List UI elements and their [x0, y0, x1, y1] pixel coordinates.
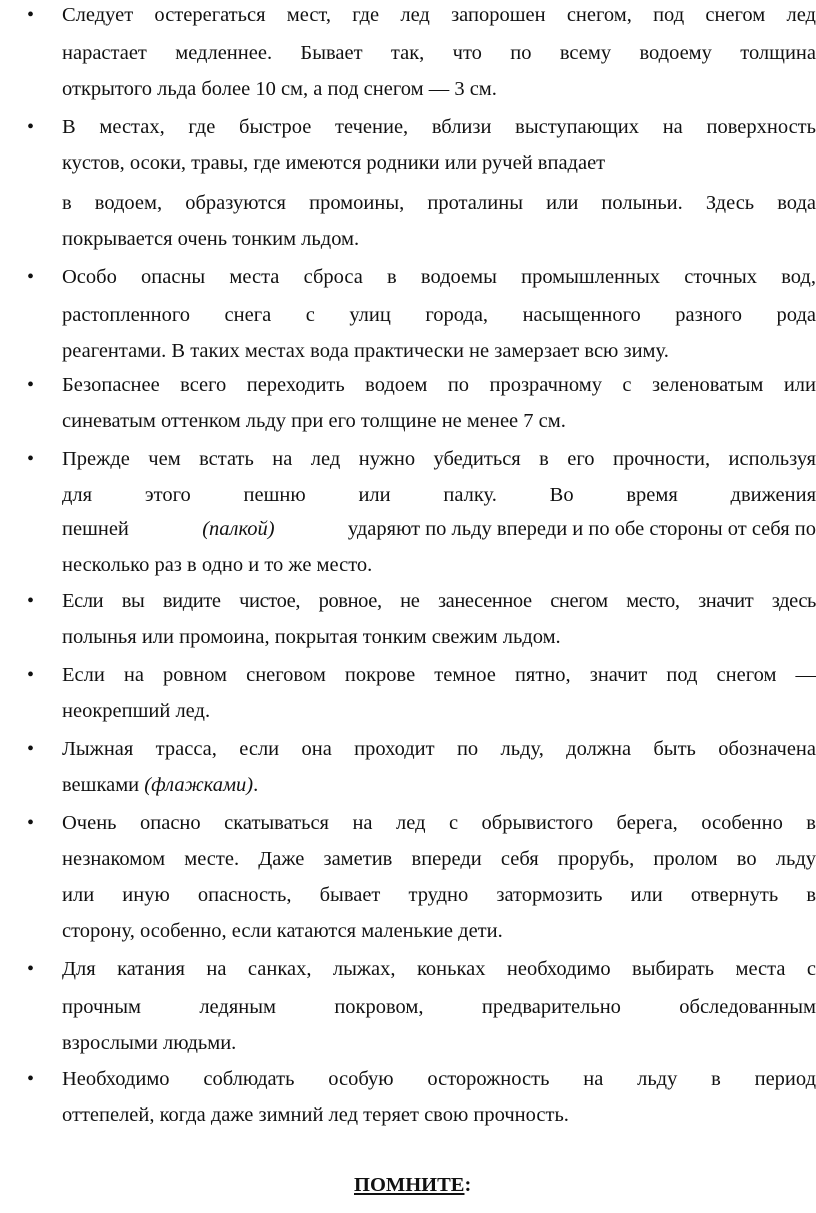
bullet-marker: • [27, 958, 35, 980]
text-line: Особо опасны места сброса в водоемы промышленных сточных вод, [62, 266, 816, 288]
bullet-marker: • [27, 116, 35, 138]
text-line: синеватым оттенком льду при его толщине не менее 7 см. [62, 410, 566, 432]
text-line: растопленного снега с улиц города, насыщенного разного рода [62, 304, 816, 326]
text-line: сторону, особенно, если катаются маленькие дети. [62, 920, 503, 942]
text-line: оттепелей, когда даже зимний лед теряет свою прочность. [62, 1104, 569, 1126]
text-line: кустов, осоки, травы, где имеются родники или ручей впадает [62, 152, 606, 174]
text-segment: пешней [62, 518, 129, 540]
text-segment: вешками [62, 774, 140, 796]
text-line: Следует остерегаться мест, где лед запорошен снегом, под снегом лед [62, 4, 816, 26]
bullet-marker: • [27, 664, 35, 686]
text-line: полынья или промоина, покрытая тонким свежим льдом. [62, 626, 561, 648]
bullet-marker: • [27, 448, 35, 470]
bullet-marker: • [27, 1068, 35, 1090]
bullet-marker: • [27, 266, 35, 288]
text-line: В местах, где быстрое течение, вблизи выступающих на поверхность [62, 116, 816, 138]
text-line: нарастает медленнее. Бывает так, что по всему водоему толщина [62, 42, 816, 64]
bullet-marker: • [27, 374, 35, 396]
text-line: Если на ровном снеговом покрове темное пятно, значит под снегом — [62, 664, 816, 686]
text-line: незнакомом месте. Даже заметив впереди себя прорубь, пролом во льду [62, 848, 816, 870]
text-segment: ударяют по льду впереди и по обе стороны от себя по [347, 518, 816, 540]
text-segment: . [253, 774, 259, 796]
text-line-mixed [62, 516, 816, 542]
text-line: покрывается очень тонким льдом. [62, 228, 360, 250]
remember-heading [354, 1172, 471, 1198]
text-line: несколько раз в одно и то же место. [62, 554, 373, 576]
text-line: для этого пешню или палку. Во время движения [62, 484, 816, 506]
text-line: Безопаснее всего переходить водоем по прозрачному с зеленоватым или [62, 374, 816, 396]
heading-suffix: : [464, 1174, 472, 1196]
text-line: Прежде чем встать на лед нужно убедиться в его прочности, используя [62, 448, 816, 470]
text-line: реагентами. В таких местах вода практически не замерзает всю зиму. [62, 340, 669, 362]
text-line: Необходимо соблюдать особую осторожность на льду в период [62, 1068, 816, 1090]
italic-segment: (флажками) [144, 774, 254, 796]
text-line: или иную опасность, бывает трудно затормозить или отвернуть в [62, 884, 816, 906]
text-line: Если вы видите чистое, ровное, не занесенное снегом место, значит здесь [62, 590, 816, 612]
bullet-marker: • [27, 4, 35, 26]
text-line: Для катания на санках, лыжах, коньках необходимо выбирать места с [62, 958, 816, 980]
text-line: открытого льда более 10 см, а под снегом — 3 см. [62, 78, 497, 100]
italic-segment: (палкой) [202, 518, 275, 540]
text-line: в водоем, образуются промоины, проталины или полыньи. Здесь вода [62, 192, 816, 214]
text-line: Лыжная трасса, если она проходит по льду, должна быть обозначена [62, 738, 816, 760]
text-line: неокрепший лед. [62, 700, 211, 722]
bullet-marker: • [27, 738, 35, 760]
heading-text: ПОМНИТЕ [354, 1174, 465, 1196]
bullet-marker: • [27, 812, 35, 834]
text-line: взрослыми людьми. [62, 1032, 237, 1054]
bullet-marker: • [27, 590, 35, 612]
text-line-mixed [62, 772, 816, 798]
text-line: Очень опасно скатываться на лед с обрывистого берега, особенно в [62, 812, 816, 834]
text-line: прочным ледяным покровом, предварительно обследованным [62, 996, 816, 1018]
